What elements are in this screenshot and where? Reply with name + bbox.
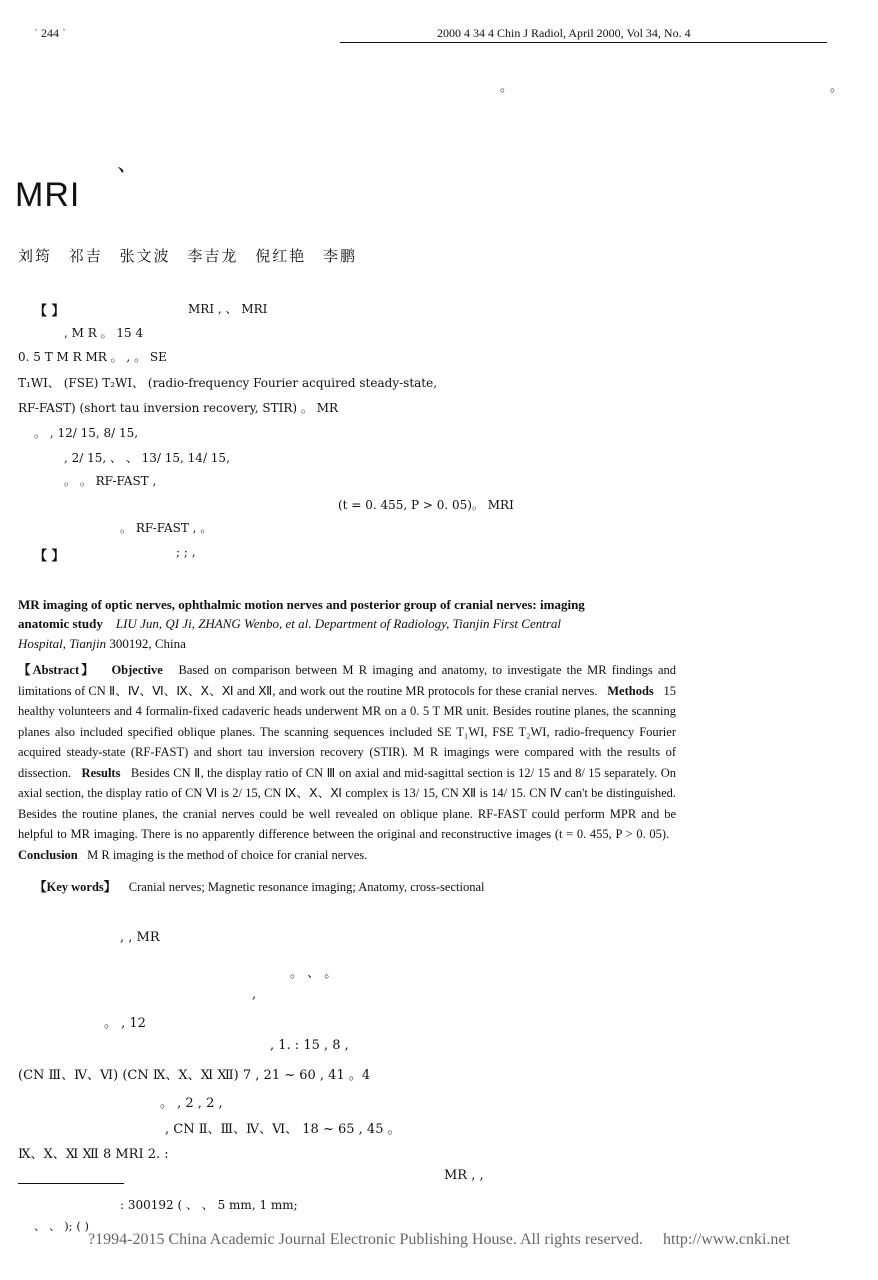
author: 李吉龙 <box>187 247 239 265</box>
body-line: , <box>252 987 257 1002</box>
conclusion-label: Conclusion <box>18 847 78 862</box>
cn-abstract-line: MRI , 、 MRI <box>188 302 268 316</box>
author: 倪红艳 <box>255 247 307 265</box>
top-mark: 。 <box>500 80 514 95</box>
cn-keywords: ; ; , <box>176 545 196 559</box>
cn-abstract-line: , M R 。 15 4 <box>64 326 144 340</box>
en-keywords-text: Cranial nerves; Magnetic resonance imaging; Anatomy, cross-sectional <box>128 880 485 894</box>
en-affiliation <box>18 634 186 654</box>
author-list <box>18 245 357 266</box>
body-line: , CN Ⅱ、Ⅲ、Ⅳ、Ⅵ、 18 ~ 65 , 45 。 <box>165 1122 401 1137</box>
results-label: Results <box>81 765 121 780</box>
cn-abstract-line: (t = 0. 455, P > 0. 05)。 MRI <box>338 498 514 512</box>
en-authors: LIU Jun, QI Ji, ZHANG Wenbo, et al. Department of Radiology, Tianjin First Central <box>115 616 561 631</box>
body-line: 。 , 2 , 2 , <box>160 1096 223 1111</box>
conclusion-text: M R imaging is the method of choice for cranial nerves. <box>87 847 368 862</box>
en-keywords <box>34 878 484 898</box>
footnote-line: 、 、 ); ( ) <box>34 1219 89 1233</box>
cn-abstract-line: , 2/ 15, 、 、 13/ 15, 14/ 15, <box>64 451 230 465</box>
results-text: Besides CN Ⅱ, the display ratio of CN Ⅲ on axial and mid-sagittal section is 12/ 15 and 8/ 15 separately. On axial section, the display ratio of CN Ⅵ is 2/ 15, CN Ⅸ、Ⅹ、Ⅺ complex is 13/ 15, CN Ⅻ is 14/ 15. CN Ⅳ can't be distinguished. Besides the routine planes, the cranial nerves could be well revealed on oblique plane. RF-FAST could perform MPR and be helpful to MR imaging. There is no apparently difference between the original and reconstructive images (t = 0. 455, P > 0. 05). <box>18 765 676 841</box>
cn-abstract-line: 。 。 RF-FAST , <box>64 474 157 488</box>
body-line: (CN Ⅲ、Ⅳ、Ⅵ) (CN Ⅸ、Ⅹ、Ⅺ Ⅻ) 7 , 21 ~ 60 , 41 。4 <box>18 1068 371 1083</box>
author: 祁吉 <box>68 247 103 265</box>
journal-info: 2000 4 34 4 Chin J Radiol, April 2000, Vol 34, No. 4 <box>437 26 691 40</box>
body-line: , 1. : 15 , 8 , <box>270 1038 349 1053</box>
body-line: 。 、 。 <box>290 966 338 981</box>
en-affiliation-city: Hospital, Tianjin <box>18 636 107 651</box>
body-line: 。 , 12 <box>104 1016 146 1031</box>
en-title: MR imaging of optic nerves, ophthalmic motion nerves and posterior group of cranial nerves: imaging <box>18 597 585 612</box>
copyright-text: ?1994-2015 China Academic Journal Electronic Publishing House. All rights reserved. <box>88 1231 644 1248</box>
en-keywords-label: 【Key words】 <box>34 880 117 894</box>
en-abstract-label: 【Abstract】 <box>18 663 96 677</box>
top-mark: 。 <box>830 80 844 95</box>
methods-text: 15 healthy volunteers and 4 formalin-fixed cadaveric heads underwent MR on a 0. 5 T MR unit. Besides routine planes, the scanning planes also included specified oblique planes. The scanning sequences included SE T₁WI, FSE T₂WI, radio-frequency Fourier acquired steady-state (RF-FAST) and short tau inversion recovery (STIR). M R imagings were compared with the results of dissection. <box>18 683 676 780</box>
cnki-url[interactable]: http://www.cnki.net <box>663 1231 790 1248</box>
page-number: ˙ 244 ˙ <box>34 26 66 40</box>
body-line: , , MR <box>120 930 160 945</box>
en-byline <box>18 614 561 634</box>
methods-label: Methods <box>607 683 654 698</box>
en-affiliation-zip: 300192, China <box>106 636 186 651</box>
en-title-cont: anatomic study <box>18 616 103 631</box>
author: 张文波 <box>119 247 171 265</box>
cn-abstract-label: 【 】 <box>34 304 65 319</box>
copyright-footer <box>0 1231 878 1249</box>
cn-abstract-line: T₁WI、 (FSE) T₂WI、 (radio-frequency Fourier acquired steady-state, <box>18 376 438 390</box>
article-title: MRI <box>15 176 81 214</box>
author: 刘筠 <box>18 247 53 265</box>
en-abstract <box>18 660 676 865</box>
cn-abstract-line: 0. 5 T M R MR 。 , 。 SE <box>18 350 167 364</box>
author: 李鹏 <box>322 247 357 265</box>
objective-text: Based on comparison between M R imaging and anatomy, to investigate the MR findings and limitations of CN Ⅱ、Ⅳ、Ⅵ、Ⅸ、Ⅹ、Ⅺ and Ⅻ, and work out the routine MR protocols for these cranial nerves. <box>18 663 676 698</box>
header-rule <box>340 42 827 43</box>
title-tick: 、 <box>117 152 140 177</box>
cn-keywords-label: 【 】 <box>34 549 65 564</box>
cn-abstract-line: RF-FAST) (short tau inversion recovery, STIR) 。 MR <box>18 401 339 415</box>
footnote-line: : 300192 ( 、 、 5 mm, 1 mm; <box>120 1198 298 1212</box>
cn-abstract-line: 。 RF-FAST , 。 <box>120 521 213 535</box>
objective-label: Objective <box>111 663 163 677</box>
body-line: MR , , <box>444 1168 484 1183</box>
body-line: Ⅸ、Ⅹ、Ⅺ Ⅻ 8 MRI 2. : <box>18 1147 169 1162</box>
footnote-rule <box>18 1183 124 1184</box>
cn-abstract-line: 。 , 12/ 15, 8/ 15, <box>34 426 139 440</box>
